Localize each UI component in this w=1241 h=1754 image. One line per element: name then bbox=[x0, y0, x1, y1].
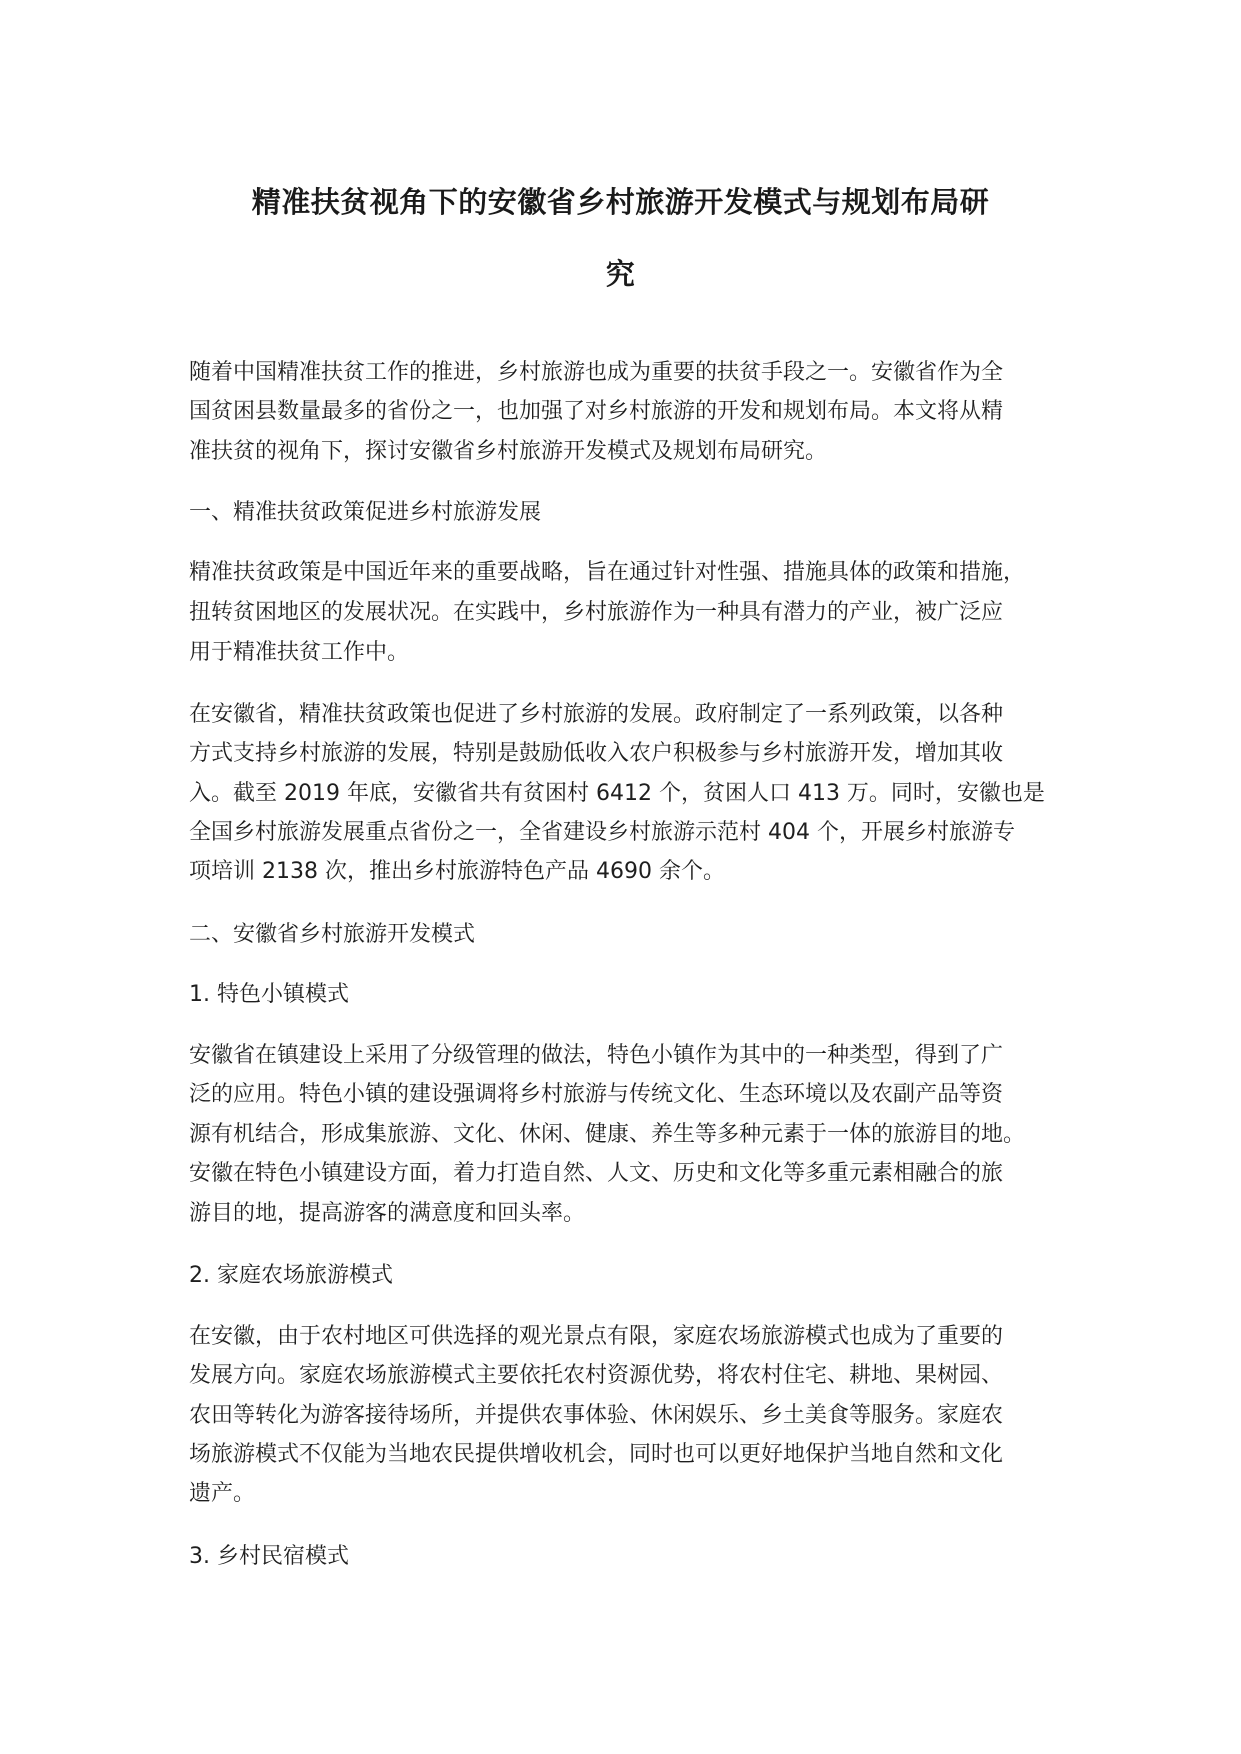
paragraph-line: 泛的应用。特色小镇的建设强调将乡村旅游与传统文化、生态环境以及农副产品等资 bbox=[189, 1082, 1004, 1107]
paragraph-line: 入。截至 2019 年底，安徽省共有贫困村 6412 个，贫困人口 413 万。同时，安徽也是 bbox=[189, 781, 1045, 806]
paragraph-line: 遗产。 bbox=[189, 1481, 256, 1506]
paragraph-line: 在安徽，由于农村地区可供选择的观光景点有限，家庭农场旅游模式也成为了重要的 bbox=[189, 1324, 1004, 1349]
intro-line: 准扶贫的视角下，探讨安徽省乡村旅游开发模式及规划布局研究。 bbox=[189, 439, 828, 464]
paragraph-line: 用于精准扶贫工作中。 bbox=[189, 640, 410, 665]
document-title-continued: 究 bbox=[605, 257, 636, 291]
paragraph-line: 精准扶贫政策是中国近年来的重要战略，旨在通过针对性强、措施具体的政策和措施， bbox=[189, 560, 1026, 585]
document-title: 精准扶贫视角下的安徽省乡村旅游开发模式与规划布局研 bbox=[251, 185, 990, 219]
subsection-heading-2: 2. 家庭农场旅游模式 bbox=[189, 1263, 393, 1288]
paragraph-line: 场旅游模式不仅能为当地农民提供增收机会，同时也可以更好地保护当地自然和文化 bbox=[189, 1442, 1004, 1467]
paragraph-line: 农田等转化为游客接待场所，并提供农事体验、休闲娱乐、乡土美食等服务。家庭农 bbox=[189, 1403, 1004, 1428]
paragraph-line: 游目的地，提高游客的满意度和回头率。 bbox=[189, 1201, 586, 1226]
paragraph-line: 在安徽省，精准扶贫政策也促进了乡村旅游的发展。政府制定了一系列政策，以各种 bbox=[189, 702, 1004, 727]
paragraph-line: 源有机结合，形成集旅游、文化、休闲、健康、养生等多种元素于一体的旅游目的地。 bbox=[189, 1122, 1026, 1147]
paragraph-line: 方式支持乡村旅游的发展，特别是鼓励低收入农户积极参与乡村旅游开发，增加其收 bbox=[189, 741, 1004, 766]
subsection-heading-1: 1. 特色小镇模式 bbox=[189, 982, 349, 1007]
intro-line: 国贫困县数量最多的省份之一，也加强了对乡村旅游的开发和规划布局。本文将从精 bbox=[189, 399, 1004, 424]
paragraph-line: 发展方向。家庭农场旅游模式主要依托农村资源优势，将农村住宅、耕地、果树园、 bbox=[189, 1363, 1004, 1388]
subsection-heading-3: 3. 乡村民宿模式 bbox=[189, 1544, 349, 1569]
intro-line: 随着中国精准扶贫工作的推进，乡村旅游也成为重要的扶贫手段之一。安徽省作为全 bbox=[189, 360, 1004, 385]
paragraph-line: 全国乡村旅游发展重点省份之一，全省建设乡村旅游示范村 404 个，开展乡村旅游专 bbox=[189, 820, 1015, 845]
paragraph-line: 安徽省在镇建设上采用了分级管理的做法，特色小镇作为其中的一种类型，得到了广 bbox=[189, 1043, 1004, 1068]
paragraph-line: 扭转贫困地区的发展状况。在实践中，乡村旅游作为一种具有潜力的产业，被广泛应 bbox=[189, 600, 1004, 625]
paragraph-line: 安徽在特色小镇建设方面，着力打造自然、人文、历史和文化等多重元素相融合的旅 bbox=[189, 1161, 1004, 1186]
section-heading-1: 一、精准扶贫政策促进乡村旅游发展 bbox=[189, 500, 542, 525]
paragraph-line: 项培训 2138 次，推出乡村旅游特色产品 4690 余个。 bbox=[189, 859, 725, 884]
section-heading-2: 二、安徽省乡村旅游开发模式 bbox=[189, 922, 476, 947]
